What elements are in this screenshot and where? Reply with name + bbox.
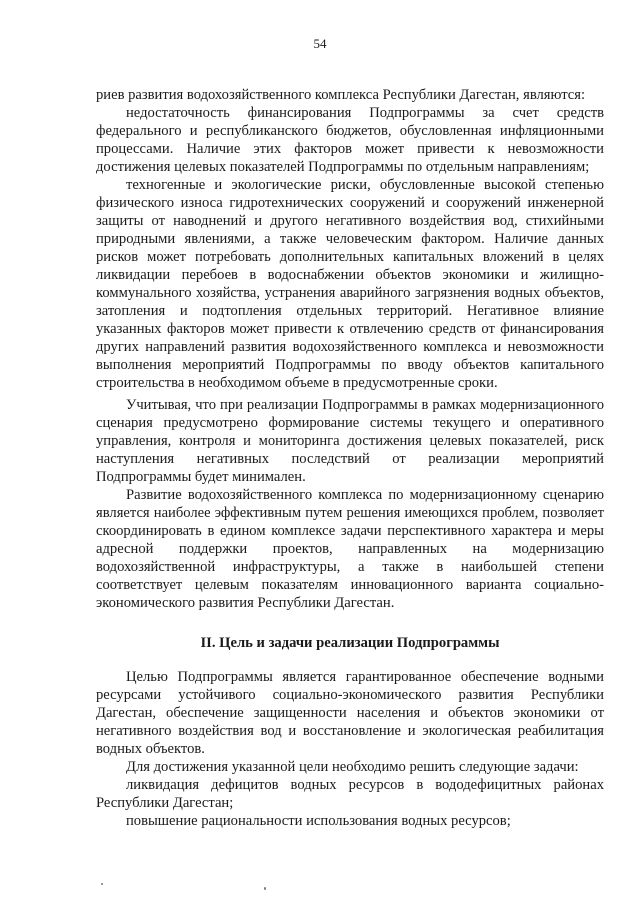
page-number: 54 (313, 36, 327, 51)
paragraph-technogenic-risk: техногенные и экологические риски, обусловленные высокой степенью физического износа гидротехнических сооружений и сооружений инженерной защиты от наводнений и другого негативного воздействия вод, стихийными природными явлениями, а также человеческим фактором. Наличие данных рисков может потребовать дополнительных капитальных вложений в целях ликвидации перебоев в водоснабжении объектов экономики и жилищно-коммунального хозяйства, устранения аварийного загрязнения водных объектов, затопления и подтопления отдельных территорий. Негативное влияние указанных факторов может привести к отвлечению средств от финансирования других направлений развития водохозяйственного комплекса и невозможности выполнения мероприятий Подпрограммы по вводу объектов капитального строительства в необходимом объеме в предусмотренные сроки. (96, 177, 604, 391)
paragraph-continuation: риев развития водохозяйственного комплекса Республики Дагестан, являются: (96, 87, 586, 103)
paragraph-modernization-scenario: Развитие водохозяйственного комплекса по модернизационному сценарию является наиболее эффективным путем решения имеющихся проблем, позволяет скоординировать в едином комплексе задачи перспективного характера и меры адресной поддержки проектов, направленных на модернизацию водохозяйственной инфраструктуры, а также в наибольшей степени соответствует целевым показателям инновационного варианта социально-экономического развития Республики Дагестан. (96, 487, 604, 611)
section-heading: II. Цель и задачи реализации Подпрограммы (200, 635, 500, 651)
paragraph-financing-risk: недостаточность финансирования Подпрограммы за счет средств федерального и республиканского бюджетов, обусловленная инфляционными процессами. Наличие этих факторов может привести к невозможности достижения целевых показателей Подпрограммы по отдельным направлениям; (96, 105, 604, 175)
paragraph-risk-minimal: Учитывая, что при реализации Подпрограммы в рамках модернизационного сценария предусмотрено формирование системы текущего и оперативного управления, контроля и мониторинга достижения целевых показателей, риск наступления негативных последствий от реализации мероприятий Подпрограммы будет минимален. (96, 397, 604, 485)
paragraph-task-rational-use: повышение рациональности использования водных ресурсов; (126, 813, 511, 829)
paragraph-tasks-intro: Для достижения указанной цели необходимо решить следующие задачи: (126, 759, 579, 775)
paragraph-task-deficit: ликвидация дефицитов водных ресурсов в вододефицитных районах Республики Дагестан; (96, 777, 604, 811)
scan-speck (101, 883, 103, 885)
scan-speck (264, 887, 266, 890)
paragraph-goal: Целью Подпрограммы является гарантированное обеспечение водными ресурсами устойчивого социально-экономического развития Республики Дагестан, обеспечение защищенности населения и объектов экономики от негативного воздействия вод и восстановление и экологическая реабилитация водных объектов. (96, 669, 604, 757)
document-body (96, 86, 604, 830)
